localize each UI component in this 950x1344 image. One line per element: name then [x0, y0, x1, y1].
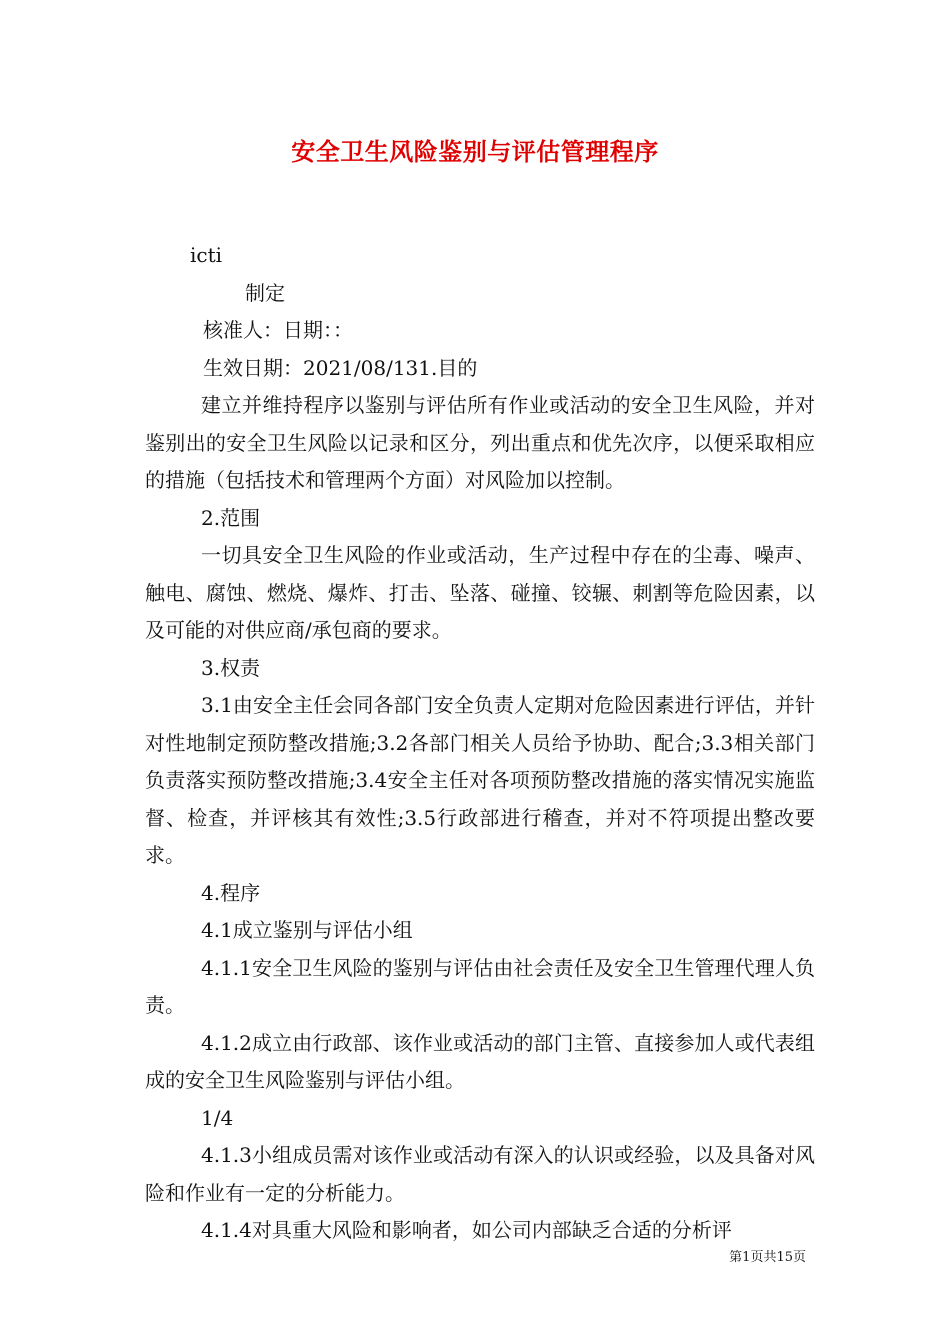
- paragraph-4-1-4: 4.1.4对具重大风险和影响者，如公司内部缺乏合适的分析评: [201, 1218, 732, 1242]
- paragraph-responsibilities: 3.1由安全主任会同各部门安全负责人定期对危险因素进行评估，并针对性地制定预防整改措施;3.2各部门相关人员给予协助、配合;3.3相关部门负责落实预防整改措施;3.4安全主任对各项预防整改措施的落实情况实施监督、检查，并评核其有效性;3.5行政部进行稽查，并对不符项提出整改要求。: [145, 693, 815, 867]
- paragraph-approver: 核准人：日期：：: [203, 318, 353, 342]
- paragraph-effective-date: 生效日期：2021/08/131.目的: [203, 355, 478, 380]
- paragraph-4-1-1: 4.1.1安全卫生风险的鉴别与评估由社会责任及安全卫生管理代理人负责。: [145, 955, 815, 1017]
- paragraph-4-1-3: 4.1.3小组成员需对该作业或活动有深入的认识或经验，以及具备对风险和作业有一定的分析能力。: [145, 1143, 815, 1205]
- page-marker: 1/4: [201, 1105, 234, 1130]
- paragraph-header-code: icti: [190, 243, 223, 267]
- heading-4-1: 4.1成立鉴别与评估小组: [201, 918, 413, 942]
- paragraph-scope: 一切具安全卫生风险的作业或活动，生产过程中存在的尘毒、噪声、触电、腐蚀、燃烧、爆炸、打击、坠落、碰撞、铰辗、刺割等危险因素，以及可能的对供应商/承包商的要求。: [145, 543, 815, 642]
- heading-responsibilities: 3.权责: [201, 655, 261, 680]
- document-body: [145, 237, 815, 1250]
- paragraph-purpose: 建立并维持程序以鉴别与评估所有作业或活动的安全卫生风险，并对鉴别出的安全卫生风险以记录和区分，列出重点和优先次序，以便采取相应的措施（包括技术和管理两个方面）对风险加以控制。: [145, 393, 815, 492]
- heading-procedure: 4.程序: [201, 880, 261, 905]
- heading-scope: 2.范围: [201, 505, 261, 530]
- document-title: 安全卫生风险鉴别与评估管理程序: [291, 138, 659, 166]
- paragraph-prepared: 制定: [245, 280, 285, 305]
- paragraph-4-1-2: 4.1.2成立由行政部、该作业或活动的部门主管、直接参加人或代表组成的安全卫生风险鉴别与评估小组。: [145, 1030, 815, 1092]
- page-footer: 第1页共15页: [729, 1250, 806, 1265]
